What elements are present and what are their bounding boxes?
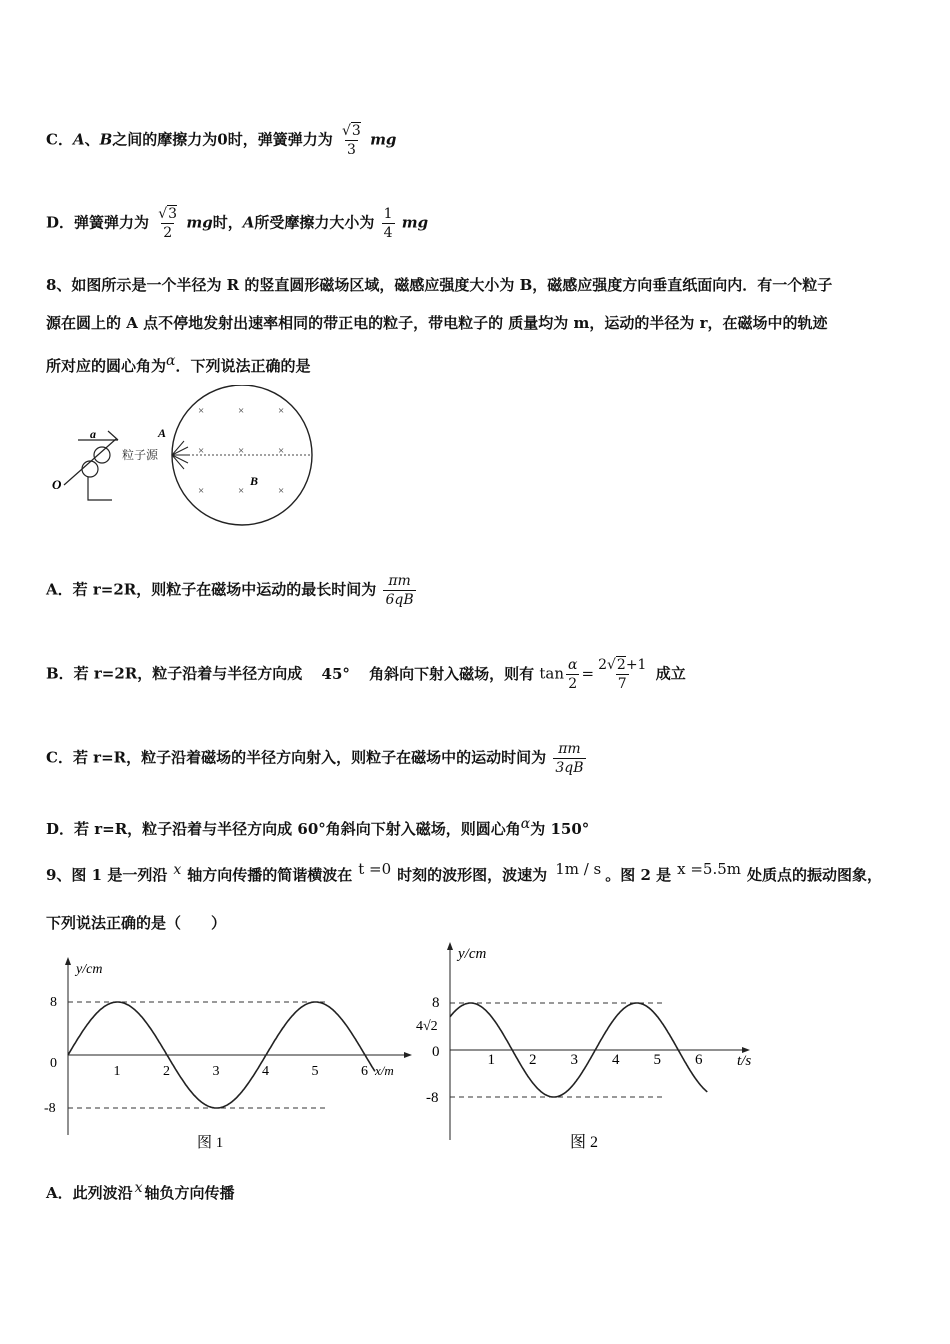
alpha-symbol: α <box>520 816 531 832</box>
x-tick-label: 1 <box>113 1064 121 1079</box>
cross-mark: × <box>198 485 205 497</box>
text: 时， <box>212 213 243 232</box>
numerator: 1 <box>383 206 393 222</box>
cross-mark: × <box>198 405 205 417</box>
y-axis-label: y/cm <box>458 946 487 962</box>
option-text: C．若 r=R，粒子沿着磁场的半径方向射入，则粒子在磁场中的运动时间为 <box>46 748 547 767</box>
x-tick-label: 5 <box>653 1052 661 1068</box>
tan: tan <box>539 664 565 683</box>
y-tick-0: 0 <box>50 1056 57 1071</box>
denominator: 4 <box>383 225 393 241</box>
y-tick-8: 8 <box>50 995 57 1010</box>
q8-stem <box>46 266 906 385</box>
x-tick-label: 6 <box>695 1052 703 1068</box>
option-text: A．若 r=2R，则粒子在磁场中运动的最长时间为 <box>46 580 377 599</box>
figure-2-vibration-chart <box>410 940 780 1165</box>
text: A．此列波沿 <box>46 1184 133 1202</box>
y-tick-0: 0 <box>432 1044 440 1060</box>
x-ticks <box>488 1052 704 1068</box>
q7-option-c <box>46 122 396 159</box>
plus-one: +1 <box>625 657 647 673</box>
text: 。图 2 是 <box>605 866 672 884</box>
x-ticks <box>114 1064 369 1079</box>
label-o: O <box>52 477 62 492</box>
option-text: 角斜向下射入磁场，则有 <box>369 664 535 683</box>
text: 9、图 1 是一列沿 <box>46 866 168 884</box>
magnetic-field-figure <box>50 385 330 535</box>
text: 所对应的圆心角为 <box>46 357 167 375</box>
numerator: πm <box>388 573 411 589</box>
y-axis-arrow <box>447 942 453 950</box>
text: 所受摩擦力大小为 <box>254 213 375 232</box>
y-tick-minus-8: -8 <box>426 1090 439 1106</box>
x-tick-label: 3 <box>212 1064 220 1079</box>
figure-1-wave-chart <box>40 955 420 1160</box>
cross-mark: × <box>278 485 285 497</box>
text: 轴方向传播的简谐横波在 <box>187 866 353 884</box>
q8-option-d <box>46 816 589 839</box>
wave-speed: 1m / s <box>555 860 602 878</box>
q9-stem-line-2: 下列说法正确的是（ ） <box>46 914 227 932</box>
mg: mg <box>186 213 213 232</box>
x-tick-label: 2 <box>529 1052 537 1068</box>
point-a-label: A <box>158 426 167 440</box>
cross-mark: × <box>238 445 245 457</box>
x-tick-label: 2 <box>163 1064 170 1079</box>
denominator: 3qB <box>555 760 584 776</box>
text: ．下列说法正确的是 <box>175 357 311 375</box>
x-symbol: x <box>134 1180 143 1196</box>
fraction-1-over-4 <box>382 205 395 242</box>
x-axis-label: x/m <box>375 1063 394 1078</box>
mg: mg <box>401 213 429 232</box>
denominator: 6qB <box>385 592 414 608</box>
point-b-label: B <box>250 474 259 488</box>
emission-arrows <box>172 441 190 469</box>
option-text: 成立 <box>655 664 686 683</box>
y-tick-4root2: 4√2 <box>416 1019 438 1034</box>
q8-option-c <box>46 740 588 777</box>
apparatus <box>64 431 118 500</box>
coef: 2 <box>598 657 607 673</box>
denominator: 3 <box>346 142 356 158</box>
y-tick-8: 8 <box>432 995 440 1011</box>
angle: 45° <box>321 664 350 683</box>
cross-mark: × <box>278 405 285 417</box>
q9-stem-line-1 <box>46 860 882 885</box>
denominator: 7 <box>617 676 627 692</box>
option-label: C． <box>46 130 73 149</box>
option-label: D．弹簧弹力为 <box>46 213 150 232</box>
stem-line-3 <box>46 342 906 385</box>
x-tick-label: 1 <box>487 1052 495 1068</box>
figure-2-caption: 图 2 <box>570 1134 599 1151</box>
text: 处质点的振动图象， <box>747 866 883 884</box>
cross-mark: × <box>238 405 245 417</box>
x-axis-label: t/s <box>737 1053 752 1069</box>
figure-1-caption: 图 1 <box>197 1135 224 1151</box>
x-tick-label: 5 <box>311 1064 319 1079</box>
fraction-alpha-over-2 <box>566 656 579 693</box>
alpha-symbol: α <box>166 353 176 369</box>
fraction-sqrt3-over-2: $\frac{√3}{2}$ <box>158 206 178 241</box>
cross-mark: × <box>278 445 285 457</box>
x-tick-label: 6 <box>361 1064 368 1079</box>
q7-option-d <box>46 205 428 242</box>
mg: mg <box>370 130 397 149</box>
field-crosses <box>198 405 284 497</box>
radicand: 2 <box>616 657 626 673</box>
option-text: 为 150° <box>530 820 590 838</box>
y-axis-arrow <box>65 957 71 965</box>
fraction-rhs: $\frac{2√2+1}{7}$ <box>598 657 647 692</box>
q9-option-a <box>46 1180 235 1203</box>
fraction-sqrt3-over-3: $\frac{√3}{3}$ <box>341 123 361 158</box>
q8-option-b <box>46 656 686 693</box>
numerator: α <box>568 657 578 673</box>
x-symbol: x <box>173 862 182 878</box>
x-tick-label: 3 <box>570 1052 578 1068</box>
cross-mark: × <box>238 485 245 497</box>
option-text: D．若 r=R，粒子沿着与半径方向成 60°角斜向下射入磁场，则圆心角 <box>46 820 521 838</box>
y-tick-minus-8: -8 <box>44 1101 56 1116</box>
numerator: 3 <box>351 123 361 139</box>
text: 之间的摩擦力为0时，弹簧弹力为 <box>112 130 333 149</box>
cross-mark: × <box>198 445 205 457</box>
stem-line-1: 8、如图所示是一个半径为 R 的竖直圆形磁场区域，磁感应强度大小为 B，磁感应强度方向垂直纸面向内．有一个粒子 <box>46 276 833 294</box>
text: 、 <box>84 130 100 149</box>
numerator: 3 <box>168 206 178 222</box>
denominator: 2 <box>568 676 578 692</box>
text: 时刻的波形图，波速为 <box>397 866 548 884</box>
fraction-pim-over-6qb <box>383 572 415 609</box>
fraction-pim-over-3qb <box>553 740 585 777</box>
y-axis-label: y/cm <box>76 962 103 977</box>
var-a: A <box>72 130 85 149</box>
denominator: 2 <box>163 225 173 241</box>
x-equals-5-5m: x =5.5m <box>677 860 742 878</box>
option-text: B．若 r=2R，粒子沿着与半径方向成 <box>46 664 303 683</box>
particle-source-label: 粒子源 <box>122 448 159 462</box>
q8-option-a <box>46 572 418 609</box>
label-a: a <box>90 427 96 441</box>
var-a: A <box>242 213 255 232</box>
stem-line-2: 源在圆上的 A 点不停地发射出速率相同的带正电的粒子，带电粒子的 质量均为 m，运动的半径为 r，在磁场中的轨迹 <box>46 314 828 332</box>
x-tick-label: 4 <box>612 1052 620 1068</box>
numerator: πm <box>558 741 581 757</box>
x-tick-label: 4 <box>262 1064 269 1079</box>
t-equals-0: t =0 <box>358 860 392 878</box>
var-b: B <box>99 130 113 149</box>
equals: = <box>581 664 595 683</box>
text: 轴负方向传播 <box>144 1184 235 1202</box>
